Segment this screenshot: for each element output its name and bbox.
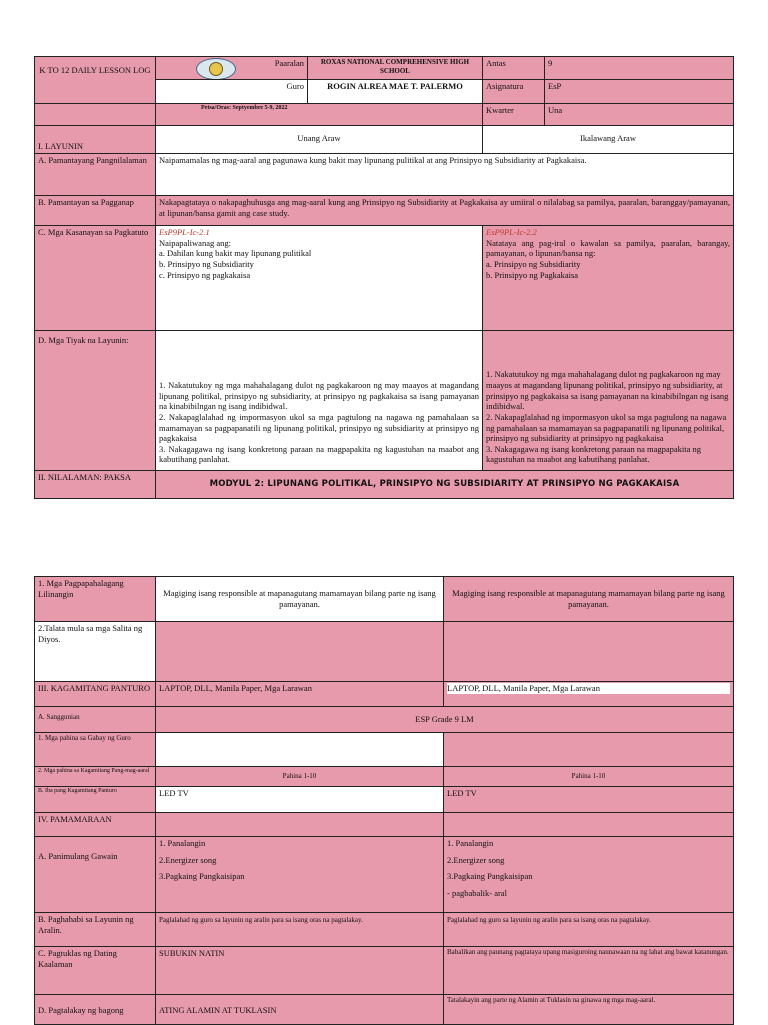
lesson-log-procedure-table	[34, 576, 734, 1025]
pagpapahalagang-day2: Magiging isang responsible at mapanagutang mamamayan bilang parte ng isang pamayanan.	[444, 577, 734, 622]
empty-header-cell	[35, 104, 156, 126]
panimulang-item: 2.Energizer song	[159, 854, 217, 865]
pamantayang-value: Naipamamalas ng mag-aaral ang pagunawa kung bakit may lipunang pulitikal at ang Prinsipyo ng Subsidiarity at Pagkakaisa.	[156, 154, 734, 196]
talata-day1	[156, 622, 444, 682]
kasanayan-item: b. Prinsipyo ng Pagkakaisa	[486, 269, 579, 280]
kasanayan-label: C. Mga Kasanayan sa Pagkatuto	[35, 226, 156, 331]
paghahabi-day2: Paglalahad ng guro sa layunin ng aralin para sa isang oras na pagtalakay.	[444, 913, 734, 947]
kwarter-value: Una	[545, 104, 734, 126]
pagtuklas-day1: SUBUKIN NATIN	[156, 947, 444, 995]
tiyak-day1	[156, 331, 483, 471]
asignatura-label: Asignatura	[483, 80, 545, 104]
pamamaraan-day1	[156, 813, 444, 837]
tiyak-label: D. Mga Tiyak na Layunin:	[35, 331, 156, 471]
iba-label: B. Iba pang Kagamitang Panturo	[35, 787, 156, 813]
panimulang-item: 3.Pagkaing Pangkaisipan	[159, 871, 245, 882]
asignatura-value: EsP	[545, 80, 734, 104]
kasanayan-item: b. Prinsipyo ng Subsidiarity	[159, 258, 254, 269]
kasanayan-day1	[156, 226, 483, 331]
tiyak-item: 3. Nakagagawa ng isang konkretong paraan na magpapakita ng kagustuhan na maabot ang kabutihang panlahat.	[486, 443, 702, 465]
tiyak-item: 2. Nakapaglalahad ng impormasyon ukol sa mga pagtulong na nagawa ng pamahalaan sa mamamayan sa pagpapanatili ng lipunang politikal, prinsipyo ng subsidiarity at prinsipyo ng pagkakaisa	[486, 411, 727, 444]
pamantayang-label: A. Pamantayang Pangnilalaman	[35, 154, 156, 196]
kagamitan-day2: LAPTOP, DLL, Manila Paper, Mga Larawan	[444, 682, 734, 707]
lesson-log-title: K TO 12 DAILY LESSON LOG	[35, 57, 156, 104]
iba-day2: LED TV	[444, 787, 734, 813]
tiyak-item: 2. Nakapaglalahad ng impormasyon ukol sa mga pagtulong na nagawa ng pamahalaan sa mamamayan sa pagpapanatili ng lipunang politikal, prinsipyo ng subsidiarity at prinsipyo ng pagkakaisa	[159, 411, 479, 444]
gabay-day2	[444, 733, 734, 767]
petsa-value: Petsa/Oras: Septyembre 5-9, 2022	[156, 104, 483, 126]
panimulang-item: 1. Panalangin	[159, 838, 206, 848]
paaralan-value: ROXAS NATIONAL COMPREHENSIVE HIGH SCHOOL	[308, 57, 483, 80]
tiyak-item: 3. Nakagagawa ng isang konkretong paraan na magpapakita ng kagustuhan na maabot ang kabutihang panlahat.	[159, 443, 479, 465]
kasanayan-item: Natataya ang pag-iral o kawalan sa pamilya, paaralan, barangay, pamayanan, o lipunan/bansa ng:	[486, 237, 730, 259]
lesson-log-header-table	[34, 56, 734, 499]
sanggunian-label: A. Sanggunian	[35, 707, 156, 733]
kagamitan-label: III. KAGAMITANG PANTURO	[35, 682, 156, 707]
tiyak-item: 1. Nakatutukoy ng mga mahahalagang dulot ng pagkakaroon ng may maayos at magandang lipunang politikal, prinsipyo ng subsidiarity, at prinsipyo ng pagkakaisa sa isang pamayanan na kinabibilngan ng isang indibidwal.	[159, 380, 479, 412]
pamamaraan-label: IV. PAMAMARAAN	[35, 813, 156, 837]
sanggunian-value: ESP Grade 9 LM	[156, 707, 734, 733]
kagamitan-day1: LAPTOP, DLL, Manila Paper, Mga Larawan	[156, 682, 444, 707]
panimulang-label: A. Panimulang Gawain	[35, 837, 156, 913]
panimulang-item: 1. Panalangin	[447, 838, 494, 848]
panimulang-item: - pagbabalik- aral	[447, 887, 507, 898]
kwarter-label: Kwarter	[483, 104, 545, 126]
competency-code-2: EsP9PL-Ic-2.2	[486, 227, 537, 237]
gabay-label: 1. Mga pahina sa Gabay ng Guro	[35, 733, 156, 767]
pagpapahalagang-day1: Magiging isang responsible at mapanagutang mamamayan bilang parte ng isang pamayanan.	[156, 577, 444, 622]
layunin-heading: I. LAYUNIN	[35, 126, 156, 154]
kasanayan-day2	[483, 226, 734, 331]
panimulang-item: 2.Energizer song	[447, 854, 505, 865]
pagganap-value: Nakapagtataya o nakapaghuhusga ang mag-aaral kung ang Prinsipyo ng Subsidiarity at Pagkakaisa ay umiiral o nilalabag sa pamilya, paaralan, baranggay/pamayanan, at lipunan/bansa gamit ang case study.	[156, 196, 734, 226]
kasanayan-item: a. Prinsipyo ng Subsidiarity	[486, 258, 581, 269]
pamamaraan-day2	[444, 813, 734, 837]
pahina-day2: Pahina 1-10	[444, 767, 734, 787]
panimulang-day1	[156, 837, 444, 913]
talata-day2	[444, 622, 734, 682]
gabay-day1	[156, 733, 444, 767]
tiyak-day2	[483, 331, 734, 471]
guro-label: Guro	[156, 80, 308, 104]
kasanayan-item: a. Dahilan kung bakit may lipunang pulitikal	[159, 248, 312, 259]
nilalaman-label: II. NILALAMAN: PAKSA	[35, 471, 156, 499]
pagtalakay-day1: ATING ALAMIN AT TUKLASIN	[156, 995, 444, 1025]
pagganap-label: B. Pamantayan sa Pagganap	[35, 196, 156, 226]
guro-value: ROGIN ALREA MAE T. PALERMO	[308, 80, 483, 104]
kasanayan-item: Naipapaliwanag ang:	[159, 237, 231, 248]
pahina-day1: Pahina 1-10	[156, 767, 444, 787]
panimulang-day2	[444, 837, 734, 913]
pagtalakay-day2: Tatalakayin ang parte ng Alamin at Tuklasin na ginawa ng mga mag-aaral.	[444, 995, 734, 1025]
tiyak-item: 1. Nakatutukoy ng mga mahahalagang dulot ng pagkakaroon ng may maayos at magandang lipunang politikal, prinsipyo ng subsidiarity, at prinsipyo ng pagkakaisa sa isang pamayanan na kinabibilngan ng isang indibidwal.	[486, 369, 729, 412]
antas-value: 9	[545, 57, 734, 80]
kagamitang-pahina-label: 2. Mga pahina sa Kagamitang Pang-mag-aaral	[35, 767, 156, 787]
paghahabi-day1: Paglalahad ng guro sa layunin ng aralin para sa isang oras na pagtalakay.	[156, 913, 444, 947]
pagpapahalagang-label: 1. Mga Pagpapahalagang Lilinangin	[35, 577, 156, 622]
paaralan-label-cell: Paaralan	[156, 57, 308, 80]
paghahabi-label: B. Paghahabi sa Layunin ng Aralin.	[35, 913, 156, 947]
day1-heading: Unang Araw	[156, 126, 483, 154]
pagtuklas-label: C. Pagtuklas ng Dating Kaalaman	[35, 947, 156, 995]
day2-heading: Ikalawang Araw	[483, 126, 734, 154]
iba-day1: LED TV	[156, 787, 444, 813]
talata-label: 2.Talata mula sa mga Salita ng Diyos.	[35, 622, 156, 682]
pagtuklas-day2: Babalikan ang paunang pagtataya upang masiguroing naunawaan na ng lahat ang bawat katanungan.	[444, 947, 734, 995]
kasanayan-item: c. Prinsipyo ng pagkakaisa	[159, 269, 251, 280]
antas-label: Antas	[483, 57, 545, 80]
panimulang-item: 3.Pagkaing Pangkaisipan	[447, 871, 533, 882]
modyul-title: MODYUL 2: LIPUNANG POLITIKAL, PRINSIPYO NG SUBSIDIARITY AT PRINSIPYO NG PAGKAKAISA	[156, 471, 734, 499]
school-seal-logo	[196, 58, 236, 80]
competency-code-1: EsP9PL-Ic-2.1	[159, 227, 210, 237]
pagtalakay-label: D. Pagtalakay ng bagong	[35, 995, 156, 1025]
